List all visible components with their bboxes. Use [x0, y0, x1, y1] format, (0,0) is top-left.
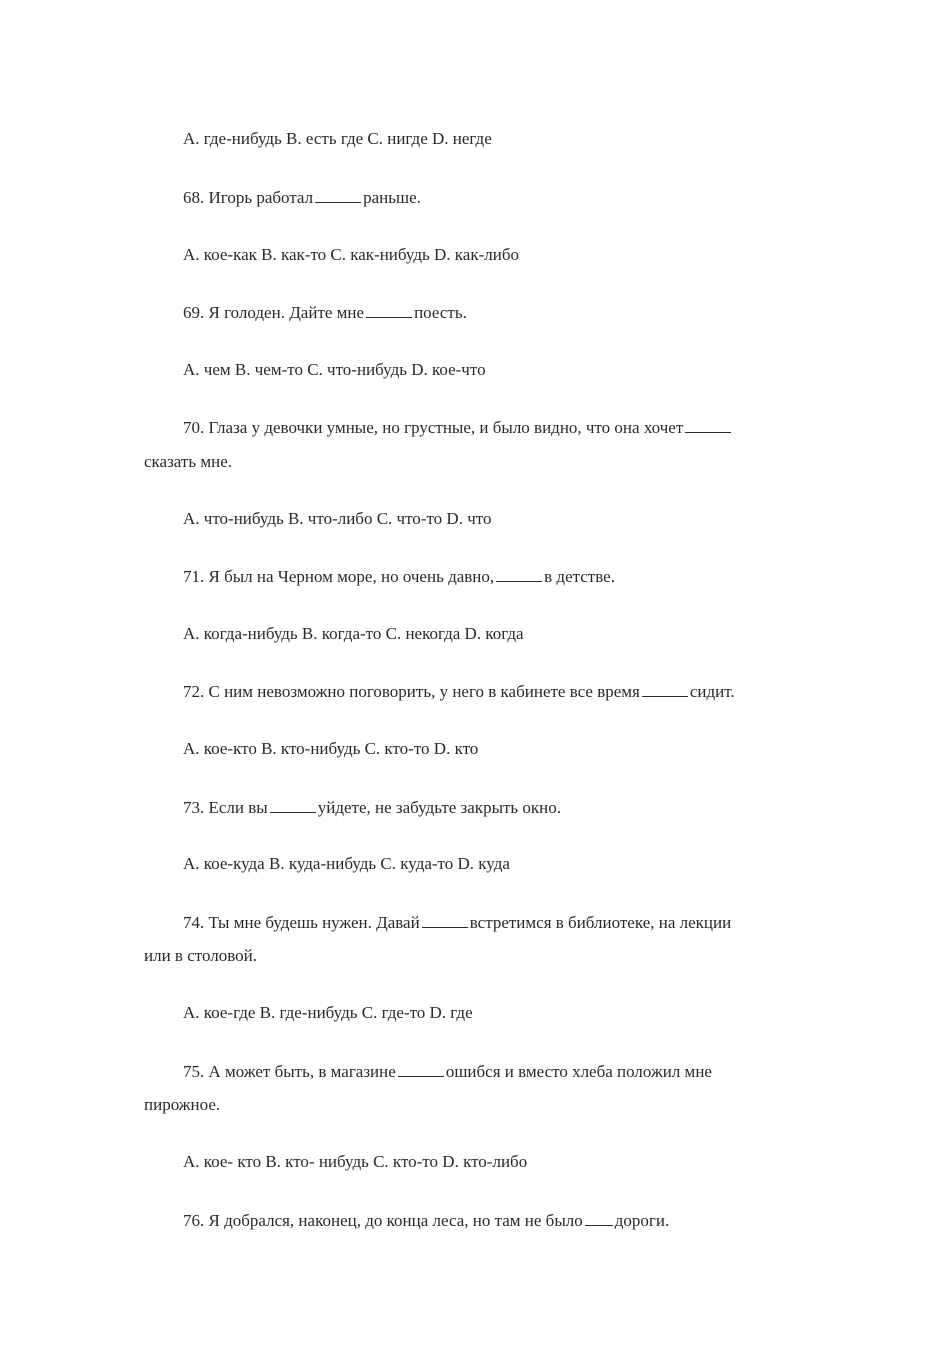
q68-blank — [315, 187, 361, 203]
q76-text-after: дороги. — [614, 1211, 670, 1230]
q73-blank — [270, 797, 316, 813]
q70-blank — [685, 417, 731, 433]
q72-text-after: сидит. — [689, 682, 735, 701]
q72-question — [183, 681, 735, 702]
q74-question — [183, 912, 731, 933]
q73-options: A. кое-куда B. куда-нибудь C. куда-то D. куда — [183, 854, 510, 873]
q72-text-before: 72. С ним невозможно поговорить, у него в кабинете все время — [183, 682, 640, 701]
q73-question — [183, 797, 561, 818]
q75-continuation: пирожное. — [144, 1095, 221, 1114]
q72-options: A. кое-кто B. кто-нибудь C. кто-то D. кто — [183, 739, 479, 758]
q70-question — [183, 417, 733, 438]
q71-question — [183, 566, 615, 587]
q71-text-after: в детстве. — [544, 567, 615, 586]
q70-text-after: сказать мне. — [144, 452, 232, 471]
q75-question — [183, 1061, 712, 1082]
q73-text-before: 73. Если вы — [183, 798, 268, 817]
q71-options: A. когда-нибудь B. когда-то C. некогда D. когда — [183, 624, 524, 643]
q75-text-before: 75. А может быть, в магазине — [183, 1062, 396, 1081]
q68-question — [183, 187, 421, 208]
q72-blank — [642, 681, 688, 697]
q75-options: A. кое- кто B. кто- нибудь C. кто-то D. кто-либо — [183, 1152, 528, 1171]
q76-question — [183, 1210, 669, 1231]
q76-text-before: 76. Я добрался, наконец, до конца леса, но там не было — [183, 1211, 583, 1230]
q71-blank — [496, 566, 542, 582]
q69-question — [183, 302, 467, 323]
q74-text-before: 74. Ты мне будешь нужен. Давай — [183, 913, 420, 932]
q68-text-before: 68. Игорь работал — [183, 188, 314, 207]
q75-text-after: ошибся и вместо хлеба положил мне — [445, 1062, 712, 1081]
q74-continuation: или в столовой. — [144, 946, 257, 965]
q69-options: A. чем B. чем-то C. что-нибудь D. кое-что — [183, 360, 486, 379]
q74-blank — [422, 912, 468, 928]
q70-options: A. что-нибудь B. что-либо C. что-то D. что — [183, 509, 492, 528]
q76-blank — [585, 1210, 613, 1226]
q68-options: A. кое-как B. как-то C. как-нибудь D. как-либо — [183, 245, 519, 264]
q69-blank — [366, 302, 412, 318]
q67-options: A. где-нибудь B. есть где C. нигде D. негде — [183, 129, 492, 148]
q71-text-before: 71. Я был на Черном море, но очень давно, — [183, 567, 495, 586]
q73-text-after: уйдете, не забудьте закрыть окно. — [317, 798, 562, 817]
q69-text-after: поесть. — [414, 303, 467, 322]
q75-blank — [398, 1061, 444, 1077]
q74-options: A. кое-где B. где-нибудь C. где-то D. где — [183, 1003, 473, 1022]
q74-text-after: встретимся в библиотеке, на лекции — [469, 913, 732, 932]
q69-text-before: 69. Я голоден. Дайте мне — [183, 303, 365, 322]
q68-text-after: раньше. — [363, 188, 421, 207]
q70-text-before: 70. Глаза у девочки умные, но грустные, и было видно, что она хочет — [183, 418, 684, 437]
